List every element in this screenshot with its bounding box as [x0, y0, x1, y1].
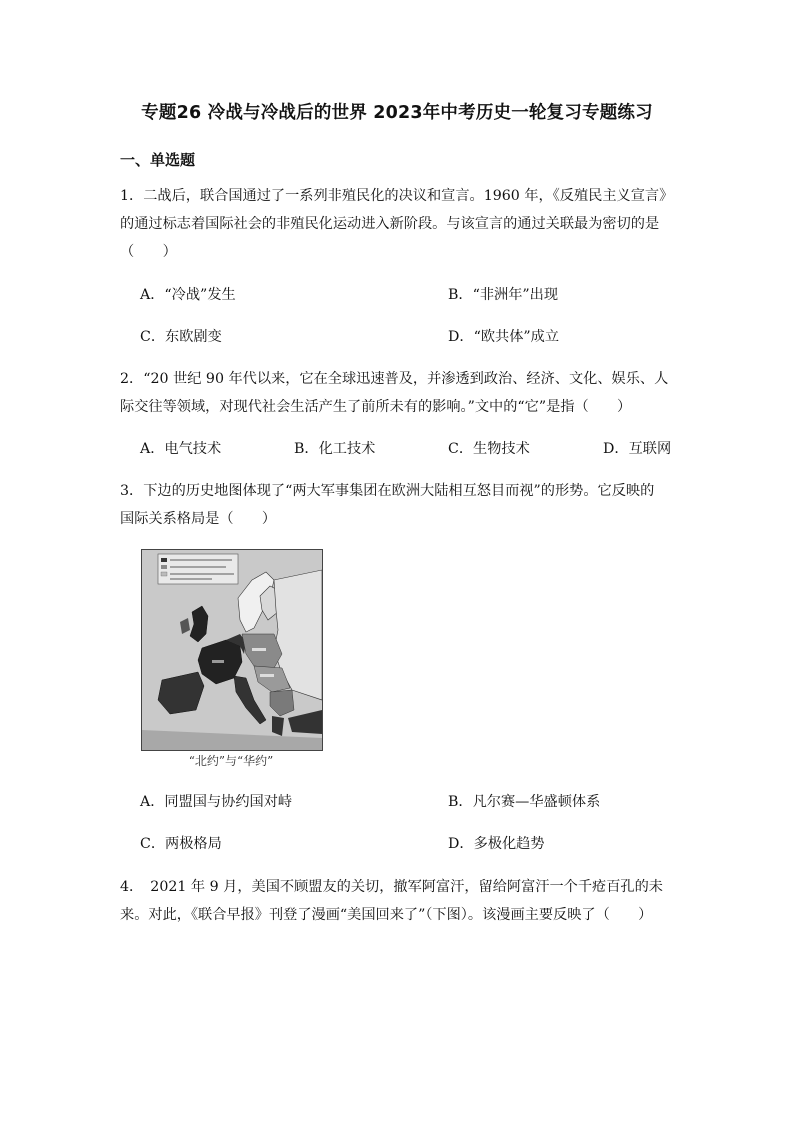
q3-option-a: A．同盟国与协约国对峙 — [140, 794, 293, 810]
q3-option-d: D．多极化趋势 — [448, 836, 545, 852]
nato-warsaw-map — [141, 549, 323, 751]
section-heading: 一、单选题 — [120, 151, 196, 169]
q1-option-a: A．“冷战”发生 — [140, 287, 236, 303]
q4-line-2: 来。对此，《联合早报》刊登了漫画“美国回来了”（下图）。该漫画主要反映了（ ） — [120, 907, 653, 923]
q2-option-c: C．生物技术 — [448, 441, 530, 457]
q1-line-3: （ ） — [120, 244, 177, 260]
q3-line-2: 国际关系格局是（ ） — [120, 511, 277, 527]
q3-option-b: B．凡尔赛—华盛顿体系 — [448, 794, 601, 810]
q3-line-1: 3．下边的历史地图体现了“两大军事集团在欧洲大陆相互怒目而视”的形势。它反映的 — [120, 483, 655, 499]
q1-option-d: D．“欧共体”成立 — [448, 329, 560, 345]
europe-map-image — [142, 550, 322, 750]
q2-option-b: B．化工技术 — [294, 441, 376, 457]
q4-line-1: 4． 2021 年 9 月，美国不顾盟友的关切，撤军阿富汗，留给阿富汗一个千疮百孔的未 — [120, 879, 663, 895]
q2-line-2: 际交往等领域，对现代社会生活产生了前所未有的影响。”文中的“它”是指（ ） — [120, 399, 632, 415]
q1-option-b: B．“非洲年”出现 — [448, 287, 559, 303]
q1-line-1: 1．二战后，联合国通过了一系列非殖民化的决议和宣言。1960 年，《反殖民主义宣言》 — [120, 188, 674, 204]
q2-option-d: D．互联网 — [603, 441, 672, 457]
page-title: 专题26 冷战与冷战后的世界 2023年中考历史一轮复习专题练习 — [141, 103, 653, 123]
q1-option-c: C．东欧剧变 — [140, 329, 222, 345]
q1-line-2: 的通过标志着国际社会的非殖民化运动进入新阶段。与该宣言的通过关联最为密切的是 — [120, 216, 660, 232]
q3-option-c: C．两极格局 — [140, 836, 222, 852]
map-caption: “北约”与“华约” — [188, 754, 274, 768]
q2-line-1: 2．“20 世纪 90 年代以来，它在全球迅速普及，并渗透到政治、经济、文化、娱乐、人 — [120, 371, 669, 387]
q2-option-a: A．电气技术 — [140, 441, 222, 457]
